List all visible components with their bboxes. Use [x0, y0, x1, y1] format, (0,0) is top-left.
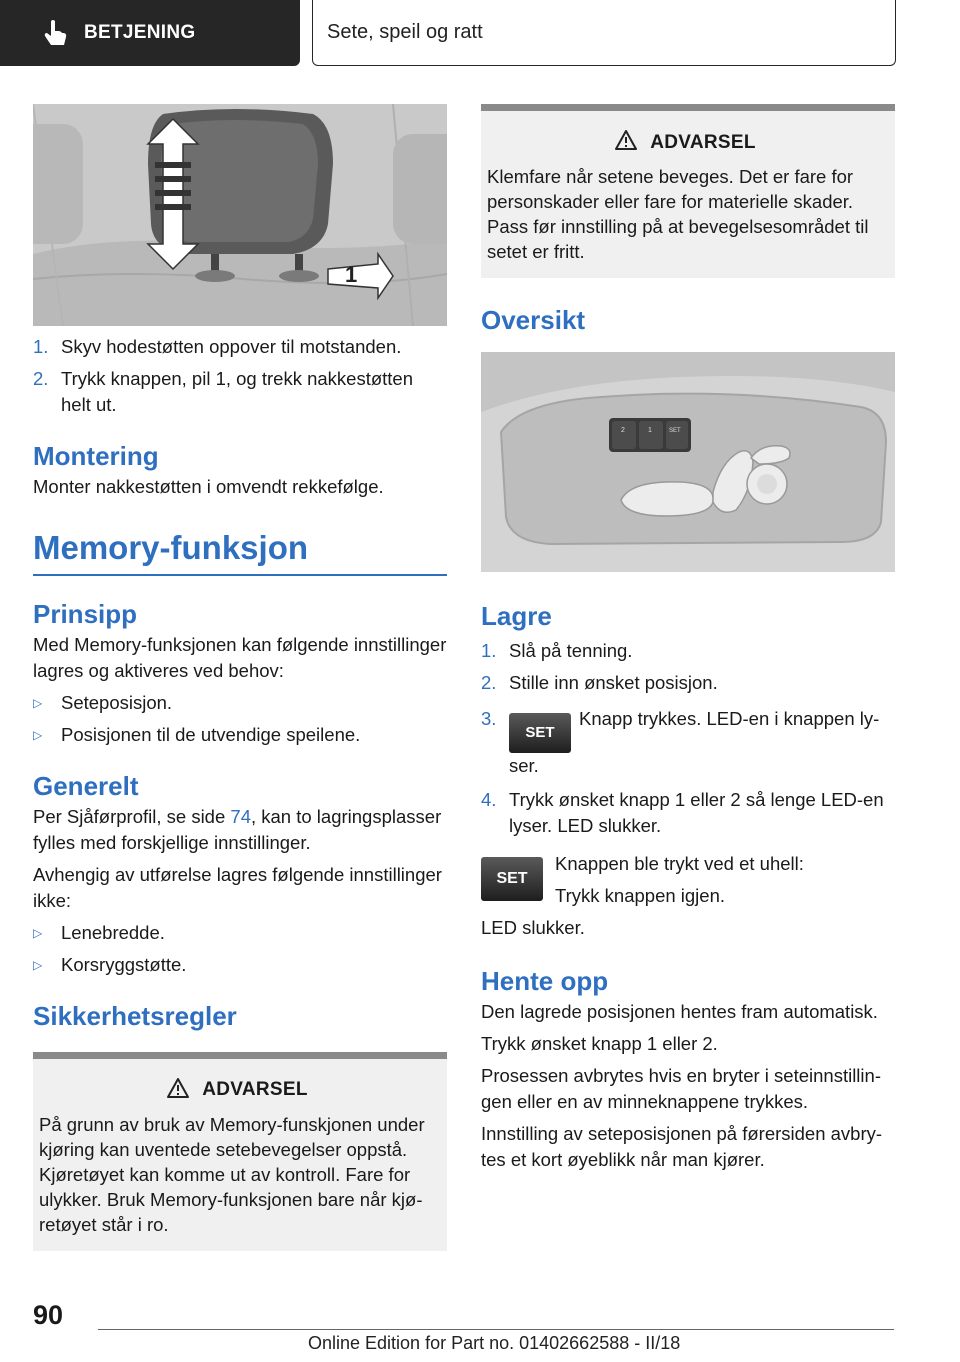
hente-text-2: Trykk ønsket knapp 1 eller 2.: [481, 1033, 718, 1054]
svg-text:SET: SET: [669, 428, 681, 434]
list-item: ▷ Seteposisjon.: [33, 690, 447, 716]
footer-rule: [98, 1329, 894, 1330]
seat-controls-image: [481, 352, 895, 572]
heading-montering: Montering: [33, 441, 159, 471]
prinsipp-text: Med Memory-funksjonen kan følgende innstillinger lagres og aktiveres ved behov:: [33, 633, 447, 681]
list-item: ▷ Lenebredde.: [33, 920, 447, 946]
heading-hente-opp: Hente opp: [481, 966, 609, 996]
montering-text: Monter nakkestøtten i omvendt rekkefølge.: [33, 476, 384, 497]
warning-text: Klemfare når setene beveges. Det er fare for personskader eller fare for materielle skader. Pass før innstilling på at bevegelsesområdet til setet er fritt.: [487, 166, 869, 262]
right-column: [481, 104, 895, 1173]
hente-text-4: Innstilling av seteposisjonen på førersiden avbrytes et kort øyeblikk når man kjører.: [481, 1123, 883, 1170]
chapter-title: Sete, speil og ratt: [327, 21, 483, 43]
hand-pointer-icon: [40, 18, 70, 48]
warning-header: [487, 129, 883, 156]
list-item: 1. Slå på tenning.: [481, 640, 633, 661]
list-item: 3. SETKnapp trykkes. LED-en i knappen lyser.: [481, 708, 880, 776]
warning-title: ADVARSEL: [650, 131, 756, 153]
heading-memory-funksjon: Memory-funksjon: [33, 529, 309, 566]
page-link[interactable]: 74: [230, 805, 251, 827]
chapter-title-box: [312, 0, 896, 66]
note-line-2: Trykk knappen igjen.: [555, 885, 726, 906]
left-column: [33, 104, 447, 1251]
hente-text-3: Prosessen avbrytes hvis en bryter i seteinnstillingen eller en av minneknappene trykkes.: [481, 1065, 881, 1112]
list-item: ▷ Korsryggstøtte.: [33, 952, 447, 978]
list-item: 4. Trykk ønsket knapp 1 eller 2 så lenge LED-en lyser. LED slukker.: [481, 789, 884, 836]
warning-title: ADVARSEL: [202, 1079, 308, 1100]
note-box: [481, 851, 895, 909]
prinsipp-bullets: [33, 690, 447, 748]
led-off-text: LED slukker.: [481, 917, 585, 938]
heading-generelt: Generelt: [33, 770, 139, 801]
heading-rule: [33, 574, 447, 576]
page-number: 90: [33, 1300, 64, 1330]
triangle-bullet-icon: ▷: [33, 695, 43, 710]
list-item: ▷ Posisjonen til de utvendige speilene.: [33, 722, 447, 748]
warning-triangle-icon: [166, 1077, 190, 1104]
generelt-text-2: Avhengig av utførelse lagres følgende innstillinger ikke:: [33, 863, 442, 911]
triangle-bullet-icon: ▷: [33, 957, 43, 972]
svg-text:2: 2: [621, 427, 625, 434]
warning-box: [481, 104, 895, 278]
set-button-icon: SET: [509, 713, 571, 753]
note-line-1: Knappen ble trykt ved et uhell:: [555, 853, 804, 874]
triangle-bullet-icon: ▷: [33, 925, 43, 940]
generelt-bullets: [33, 920, 447, 978]
heading-lagre: Lagre: [481, 601, 552, 631]
save-steps: [481, 638, 895, 839]
warning-box: [33, 1052, 447, 1251]
generelt-text: Per Sjåførprofil, se side 74, kan to lagringsplasser fylles med forskjellige innstillinger.: [33, 805, 442, 853]
warning-triangle-icon: [614, 129, 638, 156]
hente-text-1: Den lagrede posisjonen hentes fram automatisk.: [481, 1001, 878, 1022]
removal-steps: [33, 334, 447, 418]
heading-oversikt: Oversikt: [481, 305, 586, 335]
callout-number: 1: [345, 262, 358, 287]
heading-prinsipp: Prinsipp: [33, 598, 138, 629]
set-button-icon: SET: [481, 857, 543, 901]
list-item: 1. Skyv hodestøtten oppover til motstanden.: [33, 336, 402, 357]
list-item: 2. Stille inn ønsket posisjon.: [481, 672, 718, 693]
list-item: 2. Trykk knappen, pil 1, og trekk nakkestøtten helt ut.: [33, 368, 414, 415]
headrest-image: [33, 104, 447, 326]
warning-header: [39, 1077, 435, 1104]
heading-sikkerhetsregler: Sikkerhetsregler: [33, 1000, 237, 1031]
section-tab-label: BETJENING: [84, 22, 196, 43]
triangle-bullet-icon: ▷: [33, 727, 43, 742]
edition-text: Online Edition for Part no. 01402662588 - II/18: [308, 1333, 681, 1353]
warning-text: På grunn av bruk av Memory-funskjonen under kjøring kan uventede setebevegelser oppstå. Kjøretøyet kan komme ut av kontroll. Fare for ulykker. Bruk Memory-funksjonen bare når kjøretøyet står i ro.: [39, 1113, 425, 1235]
svg-text:1: 1: [648, 427, 652, 434]
section-tab: [0, 0, 300, 66]
